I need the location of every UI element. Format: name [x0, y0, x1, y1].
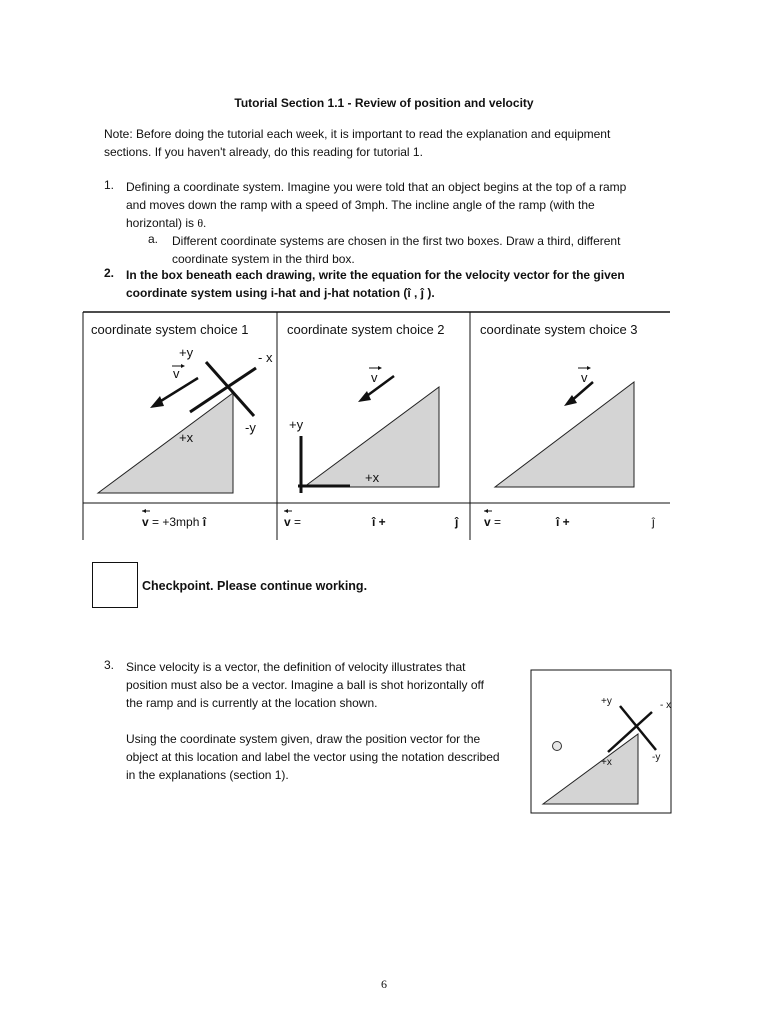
q3-text [126, 658, 526, 784]
box-3-eq-equals: = [490, 515, 502, 529]
box-1-plus-y: +y [179, 345, 194, 360]
q2-line-2: coordinate system using i-hat and j-hat notation (î , ĵ ). [126, 286, 435, 300]
page-title: Tutorial Section 1.1 - Review of position and velocity [234, 96, 534, 110]
velocity-arrow-1 [156, 378, 198, 404]
box-1-eq-v: v [142, 515, 149, 529]
vector-mark-head-2 [378, 366, 382, 370]
q1-line-2: and moves down the ramp with a speed of 3mph. The incline angle of the ramp (with the [126, 198, 595, 212]
q3-minus-x: - x [660, 700, 672, 711]
box-2-title: coordinate system choice 2 [287, 322, 445, 337]
q3-line-6: in the explanations (section 1). [126, 768, 289, 782]
q2-line-1: In the box beneath each drawing, write the equation for the velocity vector for the given [126, 268, 625, 282]
box-3-equation[interactable] [484, 515, 501, 529]
box-1-equation[interactable] [142, 515, 206, 529]
q3-minus-y: -y [652, 752, 661, 763]
box-2-plus-y: +y [289, 417, 304, 432]
box-1-title: coordinate system choice 1 [91, 322, 249, 337]
q1-line-3-text: horizontal) is [126, 216, 195, 230]
box-2-eq-jhat: ĵ [455, 515, 459, 529]
q3-plus-y: +y [601, 696, 612, 707]
q3-line-3: the ramp and is currently at the location shown. [126, 696, 378, 710]
q1-line-1: Defining a coordinate system. Imagine you were told that an object begins at the top of a ramp [126, 180, 627, 194]
q1-number: 1. [104, 178, 115, 192]
q3-line-5: object at this location and label the vector using the notation described [126, 750, 500, 764]
q3-number: 3. [104, 658, 115, 672]
box-1-minus-x: - x [258, 350, 273, 365]
box-3-eq-jhat: ĵ [652, 515, 655, 529]
box-1-eq-ihat: î [202, 515, 207, 529]
note-line-1: Note: Before doing the tutorial each week, it is important to read the explanation and equipment [104, 127, 611, 141]
q1a-letter: a. [148, 232, 159, 246]
ramp-1 [98, 393, 233, 493]
vector-mark-head-1 [181, 364, 185, 368]
q1a-line-1: Different coordinate systems are chosen in the first two boxes. Draw a third, different [172, 234, 621, 248]
eq-vector-head-2 [284, 509, 288, 513]
eq-vector-head-3 [484, 509, 488, 513]
q3-line-4: Using the coordinate system given, draw the position vector for the [126, 732, 481, 746]
box-1-eq-text: = +3mph [148, 515, 203, 529]
box-2-eq-v: v [284, 515, 291, 529]
eq-vector-head-1 [142, 509, 146, 513]
q3-line-1: Since velocity is a vector, the definition of velocity illustrates that [126, 660, 466, 674]
page-number: 6 [381, 977, 387, 991]
q3-plus-x: +x [601, 757, 612, 768]
velocity-arrowhead-1 [150, 396, 164, 408]
box-3-v: v [581, 370, 588, 385]
velocity-arrowhead-2 [358, 391, 371, 402]
q1a-line-2: coordinate system in the third box. [172, 252, 355, 266]
checkpoint-checkbox[interactable] [92, 562, 138, 608]
box-2-eq-equals: = [290, 515, 302, 529]
box-1-plus-x: +x [179, 430, 194, 445]
box-1-minus-y: -y [245, 420, 256, 435]
box-3-eq-ihat: î + [556, 515, 570, 529]
q3-line-2: position must also be a vector. Imagine a ball is shot horizontally off [126, 678, 484, 692]
theta-symbol: θ. [197, 216, 207, 230]
box-3-eq-v: v [484, 515, 491, 529]
box-3-title: coordinate system choice 3 [480, 322, 638, 337]
checkpoint-text: Checkpoint. Please continue working. [142, 579, 368, 593]
note-line-2: sections. If you haven't already, do this reading for tutorial 1. [104, 145, 423, 159]
box-2-v: v [371, 370, 378, 385]
box-2-plus-x: +x [365, 470, 380, 485]
box-1-v: v [173, 366, 180, 381]
q3-ball [553, 742, 562, 751]
box-2-eq-ihat: î + [372, 515, 386, 529]
box-2-equation[interactable] [284, 515, 301, 529]
ramp-3 [495, 382, 634, 487]
q3-spacer [126, 712, 526, 730]
q2-number: 2. [104, 266, 115, 280]
